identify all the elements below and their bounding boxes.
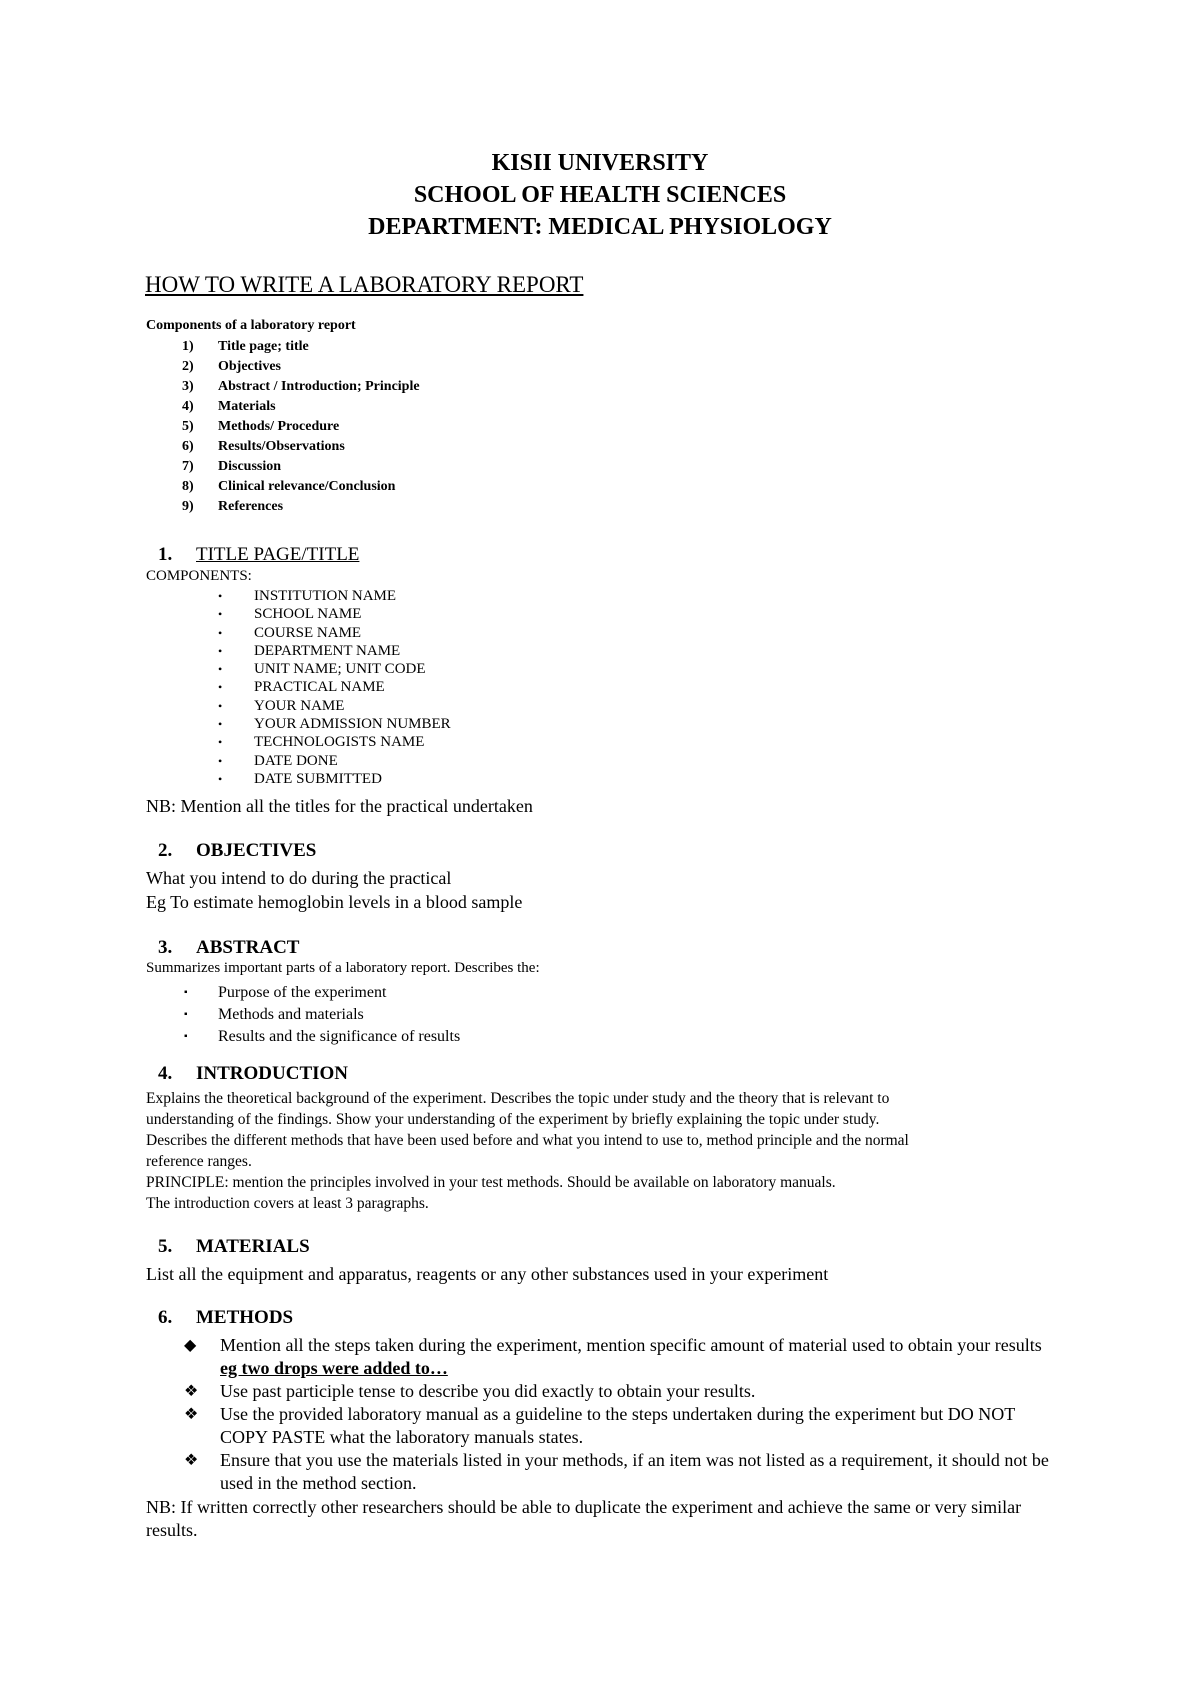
bullet-dot-icon: • bbox=[218, 643, 223, 658]
bullet-dot-icon: • bbox=[218, 680, 223, 695]
introduction-line-4: reference ranges. bbox=[146, 1153, 252, 1170]
list-item: 1) Title page; title bbox=[182, 339, 309, 354]
list-item: • TECHNOLOGISTS NAME bbox=[218, 734, 425, 751]
list-item: • COURSE NAME bbox=[218, 624, 362, 641]
list-item: ❖ Use past participle tense to describe you did exactly to obtain your results. bbox=[184, 1381, 756, 1401]
list-item: ◆ Mention all the steps taken during the experiment, mention specific amount of material used to obtain your results eg two drops were added to… bbox=[184, 1335, 1042, 1378]
objectives-line-1: What you intend to do during the practical bbox=[146, 868, 452, 888]
bullet-dot-icon: • bbox=[218, 771, 223, 786]
list-item: • PRACTICAL NAME bbox=[218, 679, 385, 696]
list-item: 7) Discussion bbox=[182, 459, 282, 474]
list-item: • DATE DONE bbox=[218, 752, 338, 769]
list-item: • DATE SUBMITTED bbox=[218, 770, 382, 787]
section-heading-title-page: 1. TITLE PAGE/TITLE bbox=[158, 544, 360, 565]
bullet-dot-icon: • bbox=[218, 753, 223, 768]
school-name: SCHOOL OF HEALTH SCIENCES bbox=[413, 182, 787, 208]
materials-text: List all the equipment and apparatus, reagents or any other substances used in your experiment bbox=[146, 1264, 829, 1284]
list-item: 9) References bbox=[182, 499, 284, 514]
list-item: ❖ Use the provided laboratory manual as a guideline to the steps undertaken during the experiment but DO NOT COPY PASTE what the laboratory manuals states. bbox=[184, 1404, 1015, 1447]
principle-line: PRINCIPLE: mention the principles involved in your test methods. Should be available on laboratory manuals. bbox=[146, 1174, 836, 1191]
introduction-line-3: Describes the different methods that have been used before and what you intend to use to, method principle and the normal bbox=[146, 1132, 909, 1149]
list-item: 5) Methods/ Procedure bbox=[182, 419, 340, 434]
bullet-square-icon: ▪ bbox=[184, 1031, 188, 1042]
four-point-star-bullet-icon: ❖ bbox=[184, 1383, 199, 1400]
four-point-star-bullet-icon: ❖ bbox=[184, 1406, 199, 1423]
section-heading-materials: 5. MATERIALS bbox=[158, 1236, 310, 1257]
components-heading: Components of a laboratory report bbox=[146, 318, 356, 333]
list-item: 3) Abstract / Introduction; Principle bbox=[182, 379, 420, 394]
bullet-dot-icon: • bbox=[218, 589, 223, 603]
list-item: 2) Objectives bbox=[182, 359, 281, 374]
bullet-dot-icon: • bbox=[218, 698, 223, 713]
list-item: • DEPARTMENT NAME bbox=[218, 642, 401, 659]
list-item: • YOUR NAME bbox=[218, 697, 345, 714]
objectives-line-2: Eg To estimate hemoglobin levels in a blood sample bbox=[146, 892, 523, 912]
bullet-dot-icon: • bbox=[218, 625, 223, 640]
section-heading-abstract: 3. ABSTRACT bbox=[158, 937, 300, 958]
introduction-line-1: Explains the theoretical background of the experiment. Describes the topic under study and the theory that is relevant to bbox=[146, 1090, 890, 1107]
four-point-star-bullet-icon: ❖ bbox=[184, 1452, 199, 1469]
section-heading-objectives: 2. OBJECTIVES bbox=[158, 840, 317, 861]
section-heading-methods: 6. METHODS bbox=[158, 1307, 294, 1328]
list-item: 8) Clinical relevance/Conclusion bbox=[182, 479, 396, 494]
bullet-dot-icon: • bbox=[218, 717, 223, 732]
components-list bbox=[146, 337, 420, 517]
list-item: 4) Materials bbox=[182, 399, 276, 414]
list-item: ▪ Methods and materials bbox=[182, 1004, 460, 1026]
list-item: ▪ Results and the significance of results bbox=[182, 1026, 460, 1048]
methods-note: NB: If written correctly other researchers should be able to duplicate the experiment and achieve the same or very similar results. bbox=[146, 1497, 1022, 1540]
abstract-intro: Summarizes important parts of a laboratory report. Describes the: bbox=[146, 960, 540, 976]
list-item: 6) Results/Observations bbox=[182, 439, 345, 454]
department-name: DEPARTMENT: MEDICAL PHYSIOLOGY bbox=[368, 214, 832, 240]
bullet-dot-icon: • bbox=[218, 662, 223, 677]
introduction-line-2: understanding of the findings. Show your understanding of the experiment by briefly explaining the topic under study. bbox=[146, 1111, 880, 1128]
diamond-bullet-icon: ◆ bbox=[184, 1337, 197, 1354]
bullet-square-icon: ▪ bbox=[184, 1009, 188, 1020]
title-page-note: NB: Mention all the titles for the practical undertaken bbox=[146, 796, 533, 816]
list-item: ❖ Ensure that you use the materials listed in your methods, if an item was not listed as a requirement, it should not be used in the method section. bbox=[184, 1450, 1049, 1493]
introduction-length-note: The introduction covers at least 3 paragraphs. bbox=[146, 1195, 429, 1212]
bullet-dot-icon: • bbox=[218, 607, 223, 622]
list-item: • INSTITUTION NAME bbox=[218, 588, 397, 604]
bullet-dot-icon: • bbox=[218, 735, 223, 750]
components-label: COMPONENTS: bbox=[146, 568, 252, 584]
section-heading-introduction: 4. INTRODUCTION bbox=[158, 1063, 349, 1084]
bullet-square-icon: ▪ bbox=[184, 987, 188, 998]
list-item: • UNIT NAME; UNIT CODE bbox=[218, 661, 426, 678]
document-title: HOW TO WRITE A LABORATORY REPORT bbox=[145, 272, 584, 297]
methods-list bbox=[182, 1334, 1062, 1495]
list-item: ▪ Purpose of the experiment bbox=[182, 982, 460, 1004]
title-components-list bbox=[218, 587, 451, 788]
university-name: KISII UNIVERSITY bbox=[491, 150, 709, 176]
abstract-list bbox=[182, 982, 460, 1048]
list-item: • YOUR ADMISSION NUMBER bbox=[218, 716, 451, 733]
list-item: • SCHOOL NAME bbox=[218, 606, 362, 623]
